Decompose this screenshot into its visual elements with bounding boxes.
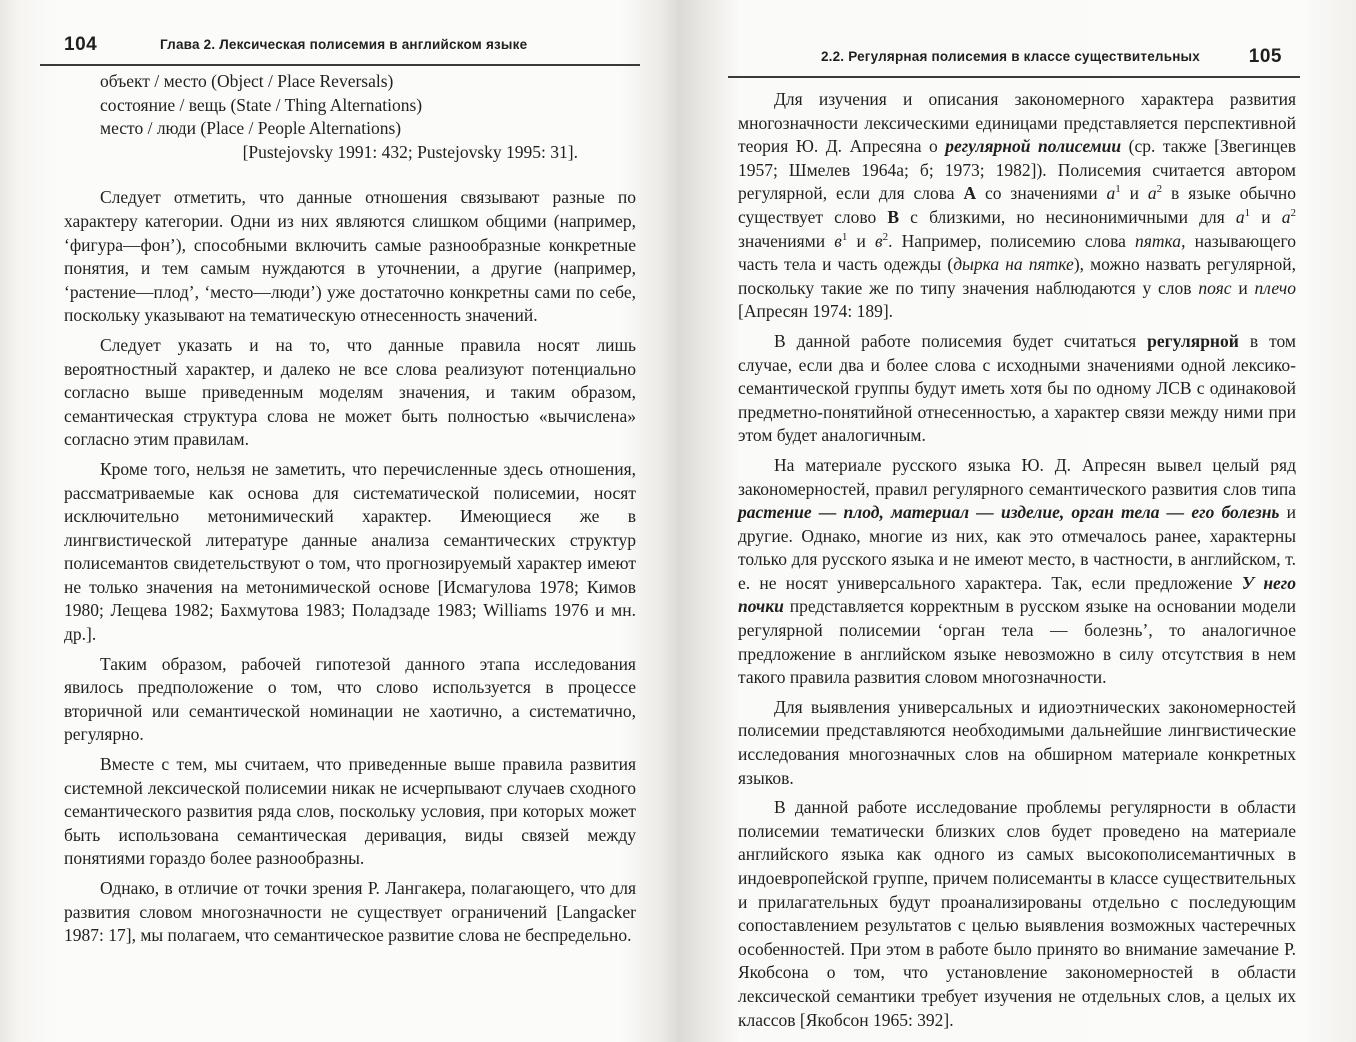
- left-page-text: [64, 70, 636, 954]
- paragraph: Таким образом, рабочей гипотезой данного этапа исследования явилось предположение о том, что слово используется в процессе вторичной или семантической номинации не хаотично, а систематично, регулярно.: [64, 653, 636, 745]
- running-head-left: [40, 32, 640, 66]
- paragraph: Вместе с тем, мы считаем, что приведенные выше правила развития системной лексической полисемии никак не исчерпывают случаев сходного семантического развития ряда слов, поскольку условия, при которых может быть использована семантическая деривация, виды связей между понятиями гораздо более разнообразны.: [64, 754, 636, 869]
- paragraph: В данной работе полисемия будет считаться регулярной в том случае, если два и более слова с исходными значениями одной лексико-семантической группы будут иметь хотя бы по одному ЛСВ с одинаковой предметно-понятийной отнесенностью, а характер связи между ними при этом будет аналогичным.: [738, 330, 1296, 446]
- right-page: [728, 0, 1300, 1042]
- term-regular: регулярной: [1147, 330, 1239, 351]
- right-page-text: [738, 88, 1296, 1038]
- list-item: объект / место (Object / Place Reversals): [100, 71, 394, 91]
- header-rule: [40, 64, 640, 66]
- paragraph: Для выявления универсальных и идиоэтнических закономерностей полисемии представляются необходимыми дальнейшие лингвистические исследования многозначных слов на обширном материале конкретных языков.: [738, 696, 1296, 788]
- paragraph: Кроме того, нельзя не заметить, что перечисленные здесь отношения, рассматриваемые как основа для систематической полисемии, носят исключительно метонимический характер. Имеющиеся же в лингвистической литературе данные анализа семантических структур полисемантов свидетельствуют о том, что прогнозируемый характер имеют не только значения на метонимической основе [Исмагулова 1978; Кимов 1980; Лещева 1982; Бахмутова 1983; Поладзаде 1983; Williams 1976 и мн. др.].: [64, 458, 636, 645]
- header-rule: [728, 76, 1300, 78]
- paragraph: Следует отметить, что данные отношения связывают разные по характеру категории. Одни из них являются слишком общими (например, ‘фигура—фон’), способными включить самые разнообразные конкретные понятия, и тем самым нуждаются в уточнении, а другие (например, ‘растение—плод’, ‘место—люди’) уже достаточно конкретны сами по себе, поскольку указывают на тематическую отнесенность значений.: [64, 187, 636, 326]
- left-page: [40, 0, 640, 1042]
- page-number-left: 104: [64, 34, 98, 55]
- list-item: место / люди (Place / People Alternations): [100, 118, 402, 139]
- running-head-right: [728, 44, 1300, 78]
- term-regular-polysemy: регулярной полисемии: [945, 136, 1122, 157]
- paragraph: В данной работе исследование проблемы регулярности в области полисемии тематически близких слов будет проведено на материале английского языка как одного из самых высокополисемантичных в индоевропейской группе, причем полисеманты в классе существительных и прилагательных будут проанализированы отдельно с последующим сопоставлением результатов с целью выявления возможных частеречных особенностей. При этом в работе было принято во внимание замечание Р. Якобсона о том, что установление закономерностей в области лексической семантики требует изучения не отдельных слов, а целых их классов [Якобсон 1965: 392].: [738, 797, 1296, 1030]
- section-title: 2.2. Регулярная полисемия в классе существительных: [820, 49, 1200, 64]
- paragraph: Для изучения и описания закономерного характера развития многозначности лексическими единицами представляется перспективной теория Ю. Д. Апресяна о регулярной полисемии (ср. также [Звегинцев 1957; Шмелев 1964а; б; 1973; 1982]). Полисемия считается автором регулярной, если для слова А со значениями $а^1$ и $а^2$ в языке обычно существует слово В с близкими, но несинонимичными для $а^1$ и $а^2$ значениями $в^1$ и $в^2$. Например, полисемию слова пятка, называющего часть тела и часть одежды (дырка на пятке), можно назвать регулярной, поскольку такие же по типу значения наблюдаются у слов пояс и плечо [Апресян 1974: 189].: [738, 89, 1296, 322]
- paragraph: Следует указать и на то, что данные правила носят лишь вероятностный характер, и далеко не все слова реализуют потенциально согласно выше приведенным моделям значения, и таким образом, семантическая структура слова не может быть полностью «вычислена» согласно этим правилам.: [64, 334, 636, 450]
- paragraph: На материале русского языка Ю. Д. Апресян вывел целый ряд закономерностей, правил регулярного семантического развития слов типа растение — плод, материал — изделие, орган тела — его болезнь и другие. Однако, многие из них, как это отмечалось ранее, характерны только для русского языка и не имеют место, в частности, в английском, т. е. не носят универсального характера. Так, если предложение У него почки представляется корректным в русском языке на основании модели регулярной полисемии ‘орган тела — болезнь’, то аналогичное предложение в английском языке невозможно в силу отсутствия в нем такого правила развития словом многозначности.: [738, 454, 1297, 688]
- list-item: состояние / вещь (State / Thing Alternations): [100, 94, 423, 115]
- page-number-right: 105: [1248, 46, 1282, 67]
- paragraph: Однако, в отличие от точки зрения Р. Лангакера, полагающего, что для развития словом многозначности не существует ограничений [Langacker 1987: 17], мы полагаем, что семантическое развитие слова не беспредельно.: [64, 878, 636, 946]
- chapter-title: Глава 2. Лексическая полисемия в английском языке: [160, 37, 528, 52]
- citation: [Pustejovsky 1991: 432; Pustejovsky 1995: 31].: [242, 141, 578, 162]
